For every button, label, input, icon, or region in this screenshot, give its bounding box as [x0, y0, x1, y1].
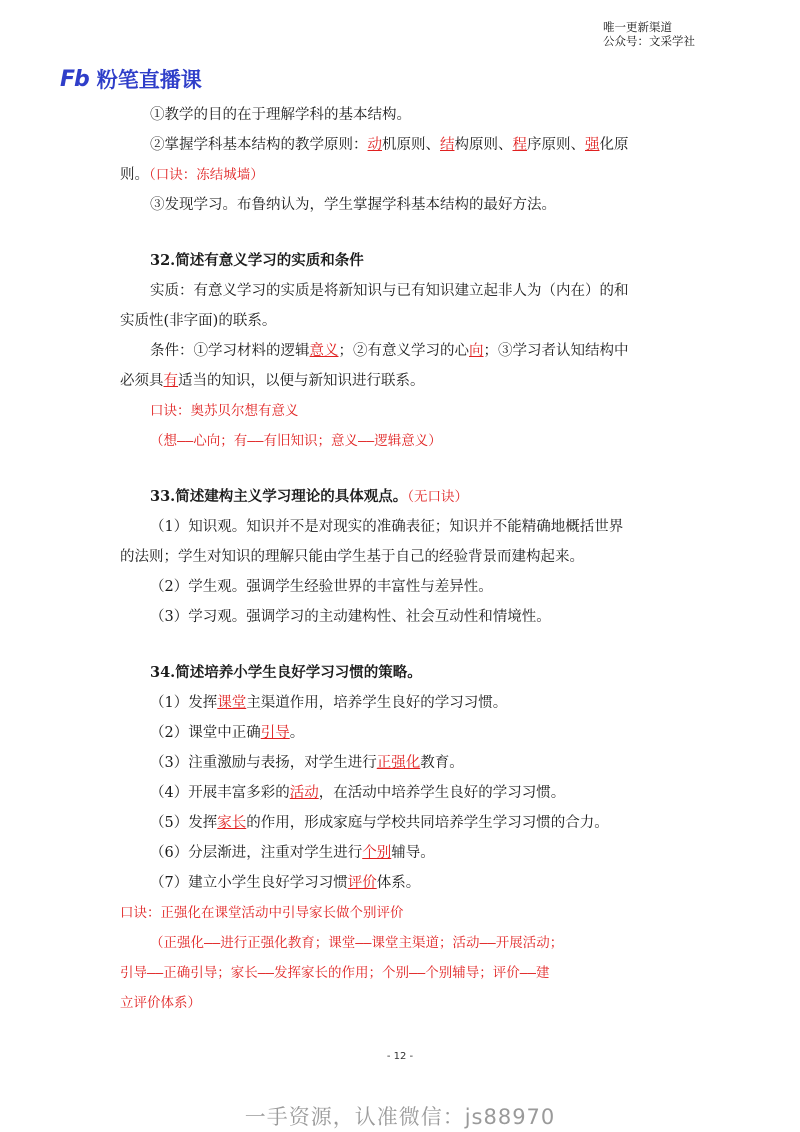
text: （1）发挥 [150, 695, 218, 711]
top-watermark [603, 20, 695, 48]
mnemonic-note: （想——心向；有——有旧知识；意义——逻辑意义） [150, 433, 442, 449]
list-item [120, 808, 690, 838]
paragraph: 实质：有意义学习的实质是将新知识与已有知识建立起非人为（内在）的和 [150, 283, 629, 299]
keyword: 动 [367, 137, 382, 153]
text: ；②有意义学习的心 [338, 343, 469, 359]
list-item [120, 688, 690, 718]
keyword: 意义 [309, 343, 339, 359]
paragraph [120, 366, 690, 396]
paragraph: （3）学习观。强调学习的主动建构性、社会互动性和情境性。 [150, 609, 551, 625]
text: 构原则、 [454, 137, 513, 153]
text: 机原则、 [382, 137, 440, 153]
mnemonic-note: 立评价体系） [120, 995, 201, 1011]
paragraph: ③发现学习。布鲁纳认为，学生掌握学科基本结构的最好方法。 [150, 197, 556, 213]
brand-name: 粉笔直播课 [96, 68, 202, 92]
text: （3）注重激励与表扬，对学生进行 [150, 755, 377, 771]
paragraph: （2）学生观。强调学生经验世界的丰富性与差异性。 [150, 579, 493, 595]
text: 条件：①学习材料的逻辑 [150, 343, 310, 359]
list-item [120, 868, 690, 898]
text: 主渠道作用，培养学生良好的学习习惯。 [246, 695, 508, 711]
keyword: 程 [512, 137, 527, 153]
keyword: 向 [469, 343, 484, 359]
question-title: 34.简述培养小学生良好学习习惯的策略。 [150, 664, 422, 681]
text: 则。 [120, 167, 149, 183]
keyword: 引导 [260, 725, 290, 741]
list-item [120, 718, 690, 748]
text: ，在活动中培养学生良好的学习习惯。 [318, 785, 566, 801]
question-title [120, 482, 690, 512]
text: （2）课堂中正确 [150, 725, 261, 741]
question-title: 32.简述有意义学习的实质和条件 [150, 252, 364, 269]
mnemonic: 口诀：正强化在课堂活动中引导家长做个别评价 [120, 905, 404, 921]
text: （5）发挥 [150, 815, 218, 831]
text: 适当的知识，以便与新知识进行联系。 [178, 373, 425, 389]
keyword: 活动 [289, 785, 319, 801]
text: 。 [289, 725, 305, 741]
document-body [120, 100, 690, 1018]
text: （4）开展丰富多彩的 [150, 785, 290, 801]
keyword: 有 [163, 373, 178, 389]
footer-watermark: 一手资源，认准微信：js88970 [244, 1105, 556, 1129]
text: 体系。 [376, 875, 421, 891]
keyword: 强 [585, 137, 600, 153]
mnemonic: （口诀：冻结城墙） [149, 167, 264, 183]
keyword: 课堂 [217, 695, 247, 711]
text: （7）建立小学生良好学习习惯 [150, 875, 348, 891]
paragraph: 的法则；学生对知识的理解只能由学生基于自己的经验背景而建构起来。 [120, 549, 584, 565]
watermark-line-2: 公众号：文采学社 [603, 34, 695, 48]
text: 辅导。 [391, 845, 435, 861]
paragraph [120, 336, 690, 366]
mnemonic: 口诀：奥苏贝尔想有意义 [150, 403, 299, 419]
watermark-line-1: 唯一更新渠道 [603, 20, 672, 34]
keyword: 评价 [347, 875, 377, 891]
page-number: - 12 - [386, 1051, 414, 1062]
text: ；③学习者认知结构中 [483, 343, 629, 359]
text: 的作用，形成家庭与学校共同培养学生学习习惯的合力。 [246, 815, 609, 831]
mnemonic-note: 引导——正确引导；家长——发挥家长的作用；个别——个别辅导；评价——建 [120, 965, 550, 981]
keyword: 结 [440, 137, 455, 153]
text: 必须具 [120, 373, 164, 389]
mnemonic-note: （正强化——进行正强化教育；课堂——课堂主渠道；活动——开展活动； [150, 935, 564, 951]
paragraph: （1）知识观。知识并不是对现实的准确表征；知识并不能精确地概括世界 [150, 519, 624, 535]
fenbi-logo-icon: Fb [60, 66, 89, 92]
brand-header [60, 64, 202, 94]
paragraph [120, 160, 690, 190]
text: ②掌握学科基本结构的教学原则： [150, 137, 368, 153]
text: 教育。 [420, 755, 464, 771]
text: 化原 [599, 137, 629, 153]
keyword: 家长 [217, 815, 247, 831]
list-item [120, 838, 690, 868]
text: （6）分层渐进，注重对学生进行 [150, 845, 363, 861]
paragraph [120, 130, 690, 160]
mnemonic: （无口诀） [407, 489, 468, 505]
list-item [120, 778, 690, 808]
keyword: 个别 [362, 845, 392, 861]
paragraph: 实质性(非字面)的联系。 [120, 313, 277, 329]
list-item [120, 748, 690, 778]
text: 序原则、 [527, 137, 585, 153]
keyword: 正强化 [376, 755, 421, 771]
title-text: 33.简述建构主义学习理论的具体观点。 [150, 488, 408, 505]
paragraph: ①教学的目的在于理解学科的基本结构。 [150, 107, 411, 123]
